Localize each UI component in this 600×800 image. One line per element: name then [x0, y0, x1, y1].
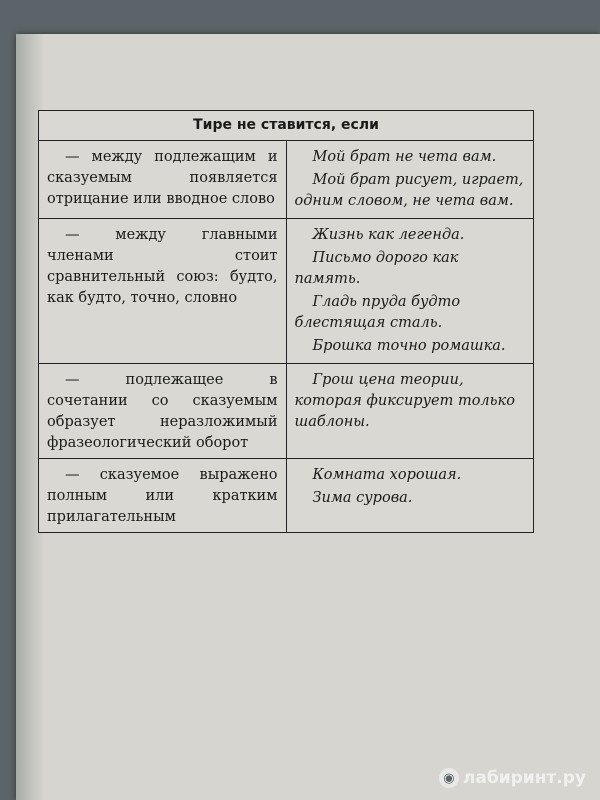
condition-cell: — сказуемое выражено полным или кратким прилагательным: [39, 459, 287, 533]
condition-cell: — между подлежащим и сказуемым появляется отрицание или вводное слово: [39, 141, 287, 219]
labirint-logo-icon: ◉: [439, 768, 459, 788]
example-text: Жизнь как легенда.: [312, 227, 465, 243]
examples-cell: [286, 219, 534, 364]
example-text: Грош цена теории, которая фиксирует только шаблоны.: [294, 372, 515, 430]
table-header: Тире не ставится, если: [39, 111, 534, 141]
site-watermark: [439, 768, 586, 788]
example-text: Брошка точно ромашка.: [312, 338, 506, 354]
example-text: Письмо дорого как память.: [294, 250, 459, 287]
condition-cell: — подлежащее в сочетании со сказуемым образует неразложимый фразеологический оборот: [39, 364, 287, 459]
examples-cell: [286, 364, 534, 459]
examples-cell: [286, 141, 534, 219]
table-row: [39, 219, 534, 364]
table-row: [39, 364, 534, 459]
examples-cell: [286, 459, 534, 533]
table-row: [39, 141, 534, 219]
example-text: Гладь пруда будто блестящая сталь.: [294, 294, 461, 331]
example-text: Мой брат не чета вам.: [312, 149, 497, 165]
watermark-text: лабиринт.ру: [462, 768, 586, 788]
rule-table: [38, 110, 534, 533]
example-text: Мой брат рисует, играет, одним словом, не чета вам.: [294, 172, 524, 209]
example-text: Зима сурова.: [312, 490, 413, 506]
table-row: [39, 459, 534, 533]
example-text: Комната хорошая.: [312, 467, 462, 483]
condition-cell: — между главными членами стоит сравнительный союз: будто, как будто, точно, словно: [39, 219, 287, 364]
